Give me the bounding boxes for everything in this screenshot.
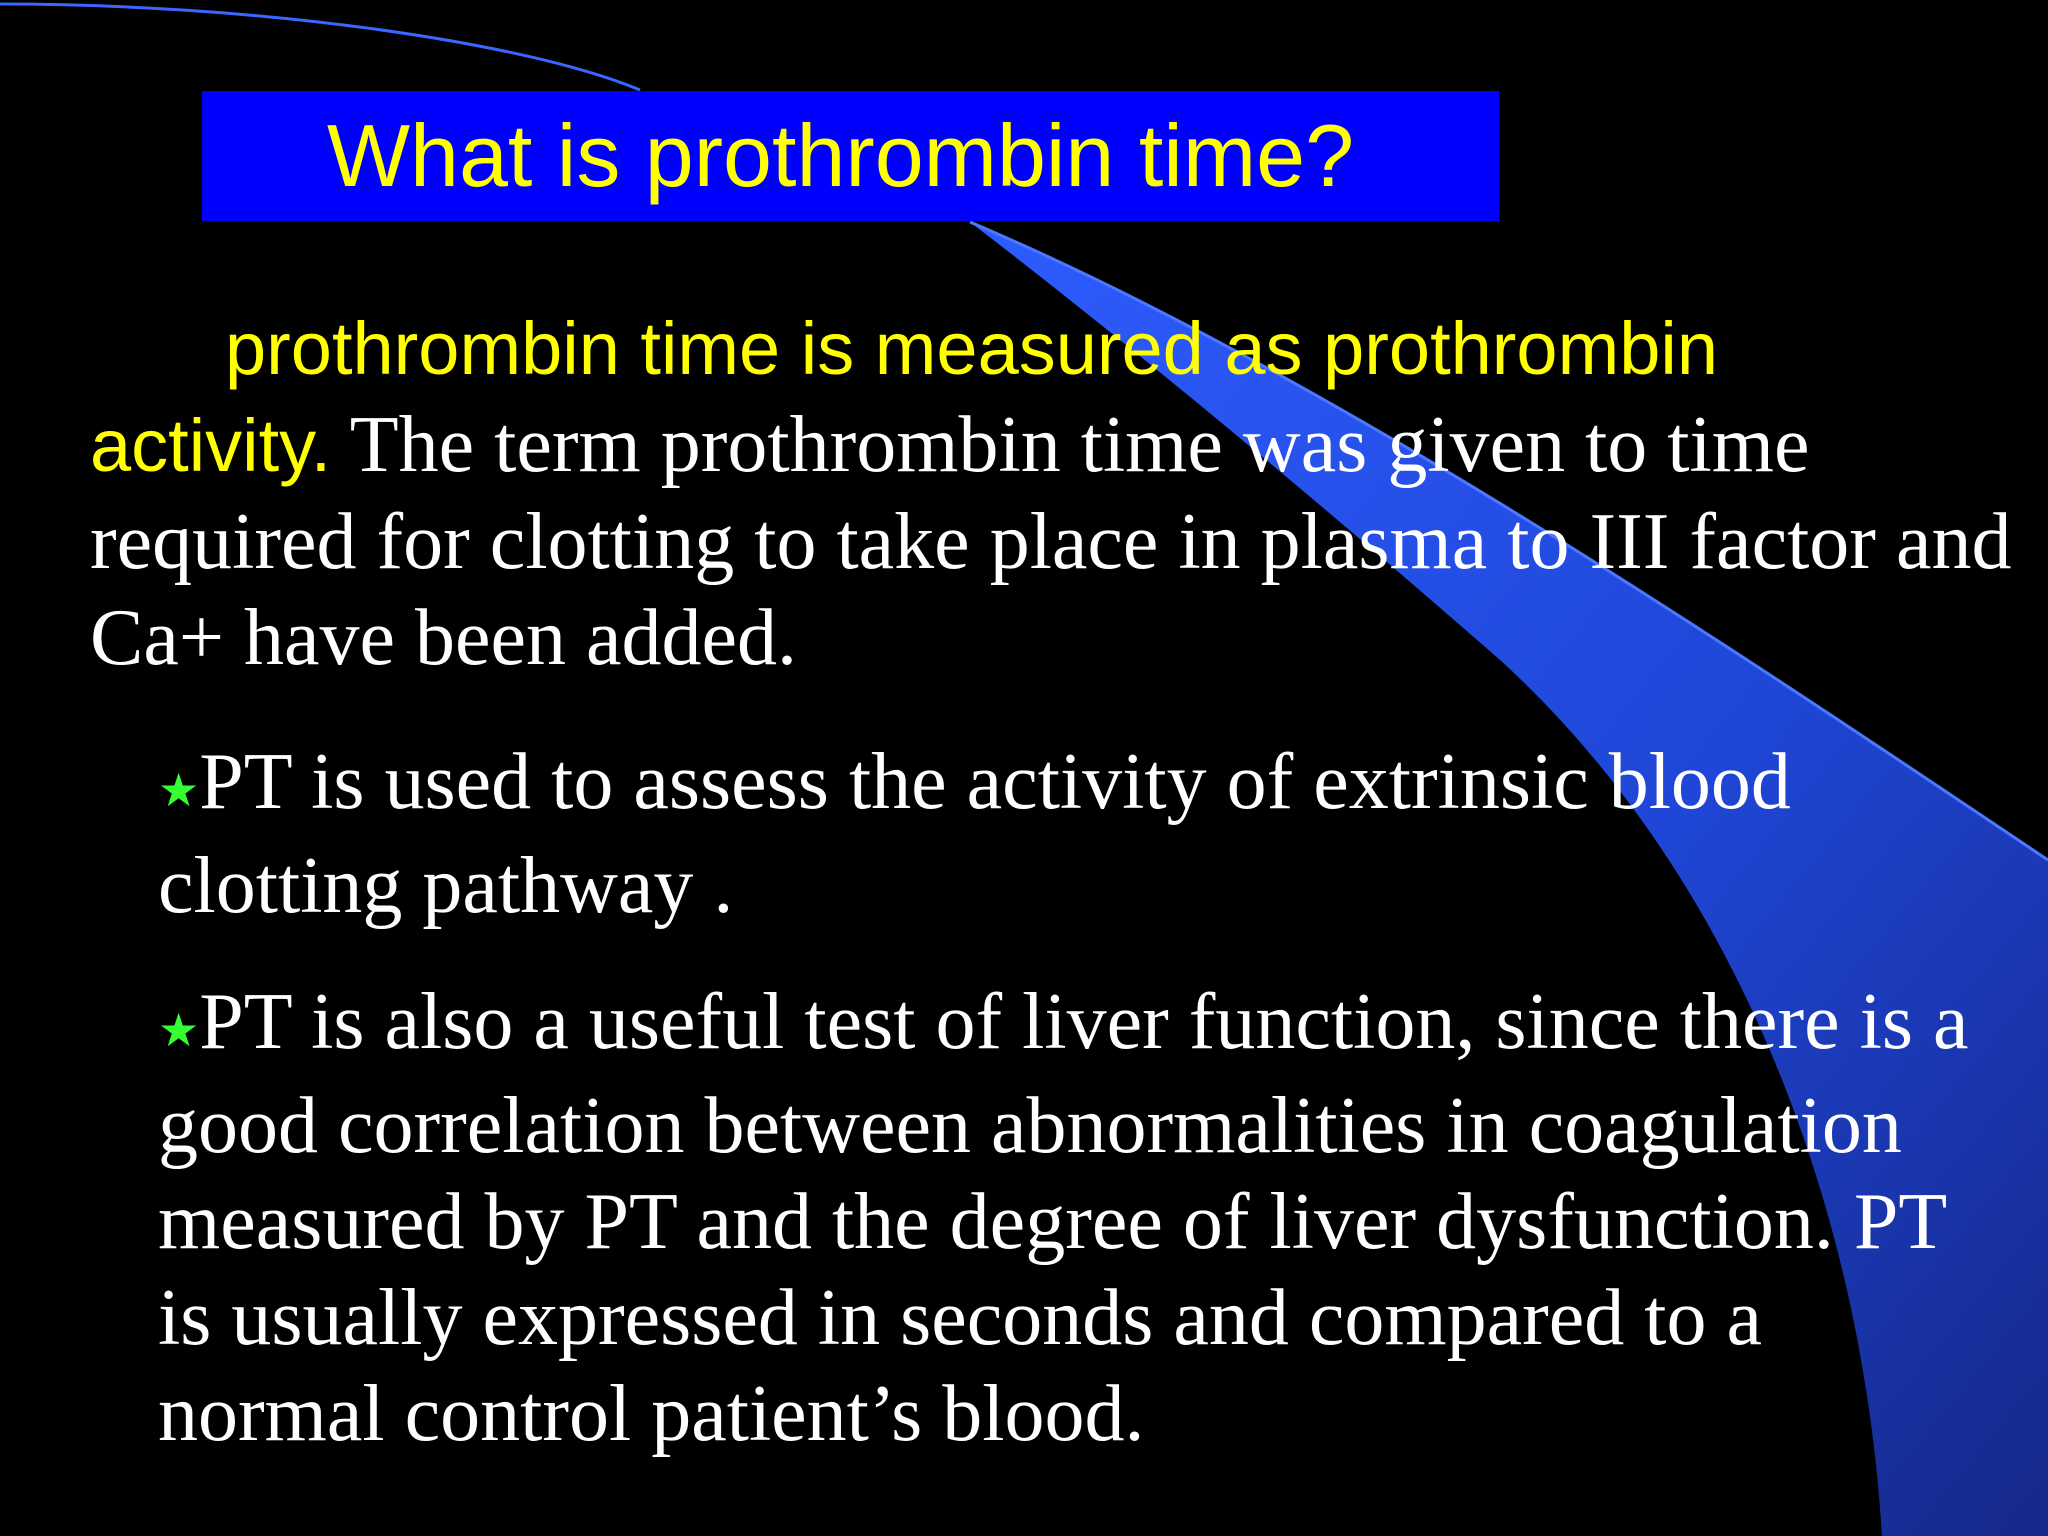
bullet-text: PT is used to assess the activity of extrinsic blood clotting pathway . bbox=[158, 738, 1791, 930]
intro-paragraph bbox=[90, 300, 2040, 686]
intro-body: The term prothrombin time was given to time required for clotting to take place in plasma to III factor and Ca+ have been added. bbox=[90, 401, 2012, 682]
intro-highlight-line: prothrombin time is measured as prothrombin bbox=[225, 307, 1718, 390]
slide-title: What is prothrombin time? bbox=[326, 106, 1355, 205]
title-box bbox=[202, 91, 1499, 221]
swoosh-arc-top bbox=[0, 4, 640, 90]
star-bullet-icon: ★ bbox=[158, 1003, 200, 1057]
bullet-item bbox=[158, 734, 1978, 934]
bullet-item bbox=[158, 974, 1978, 1462]
star-bullet-icon: ★ bbox=[158, 763, 200, 817]
intro-highlight-end: activity. bbox=[90, 404, 332, 487]
bullet-text: PT is also a useful test of liver function, since there is a good correlation between abnormalities in coagulation measured by PT and the degree of liver dysfunction. PT is usually expressed in seconds and compared to a normal control patient’s blood. bbox=[158, 978, 1969, 1458]
